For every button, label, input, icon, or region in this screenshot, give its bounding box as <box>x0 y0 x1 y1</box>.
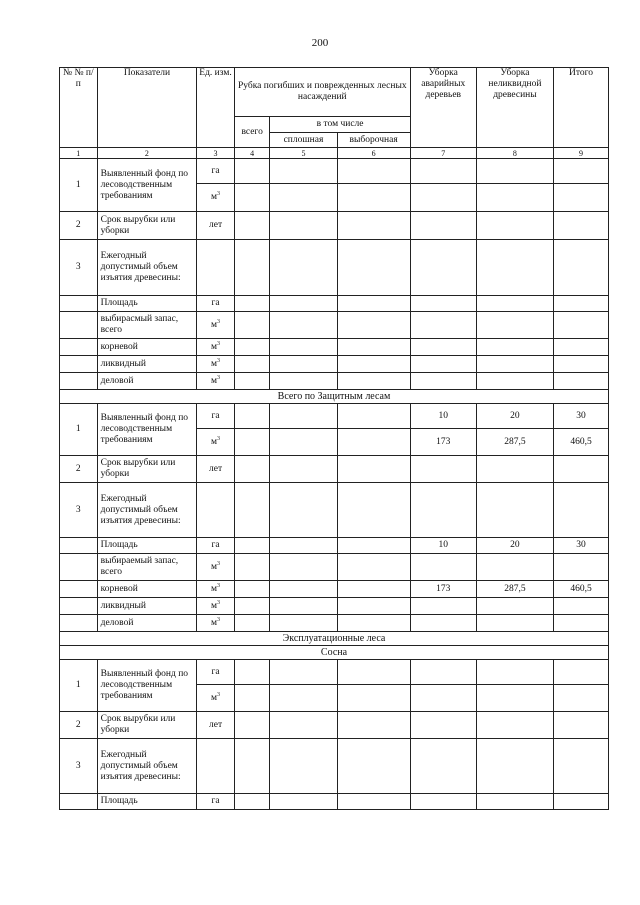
unit-years: лет <box>197 212 235 240</box>
value-cell: 287,5 <box>476 429 553 456</box>
page-number: 200 <box>311 37 329 49</box>
label-area: Площадь <box>97 296 197 312</box>
row-number: 2 <box>60 712 98 739</box>
unit-years: лет <box>197 712 235 739</box>
col-number: 4 <box>234 148 270 159</box>
value-cell: 287,5 <box>476 581 553 598</box>
unit-m3: $м^3$ <box>197 615 235 632</box>
value-cell: 10 <box>410 538 476 554</box>
header-illiquid: Уборка неликвидной древесины <box>476 68 553 148</box>
section-exploitation-forests: Эксплуатационные леса <box>60 632 609 646</box>
unit-m3: $м^3$ <box>197 184 235 212</box>
label-root: корневой <box>97 581 197 598</box>
label-root: корневой <box>97 339 197 356</box>
col-number: 9 <box>554 148 609 159</box>
unit-m3: $м^3$ <box>197 429 235 456</box>
label-annual: Ежегодный допустимый объем изъятия древесины: <box>97 483 197 538</box>
col-number: 6 <box>337 148 410 159</box>
unit-ha: га <box>197 296 235 312</box>
row-number: 1 <box>60 159 98 212</box>
value-cell: 173 <box>410 429 476 456</box>
felling-volume-table <box>59 67 609 810</box>
section-pine: Сосна <box>60 646 609 660</box>
header-indicators: Показатели <box>97 68 197 148</box>
section-protective-total: Всего по Защитным лесам <box>60 390 609 404</box>
unit-ha: га <box>197 794 235 810</box>
label-stock: выбирасмый запас, всего <box>97 312 197 339</box>
value-cell: 10 <box>410 404 476 429</box>
value-cell: 20 <box>476 538 553 554</box>
unit-m3: $м^3$ <box>197 598 235 615</box>
unit-ha: га <box>197 404 235 429</box>
label-term: Срок вырубки или уборки <box>97 212 197 240</box>
label-fund: Выявленный фонд по лесоводственным требованиям <box>97 660 197 712</box>
row-number: 1 <box>60 404 98 456</box>
label-liquid: ликвидный <box>97 356 197 373</box>
unit-years: лет <box>197 456 235 483</box>
value-cell: 460,5 <box>554 429 609 456</box>
col-number: 1 <box>60 148 98 159</box>
unit-m3: $м^3$ <box>197 581 235 598</box>
unit-m3: $м^3$ <box>197 554 235 581</box>
label-fund: Выявленный фонд по лесоводственным требованиям <box>97 404 197 456</box>
unit-ha: га <box>197 538 235 554</box>
unit-m3: $м^3$ <box>197 373 235 390</box>
header-selective: выборочная <box>337 133 410 148</box>
label-fund: Выявленный фонд по лесоводственным требованиям <box>97 159 197 212</box>
row-number: 2 <box>60 456 98 483</box>
header-clear: сплошная <box>270 133 337 148</box>
header-felling: Рубка погибших и поврежденных лесных насаждений <box>234 68 410 117</box>
row-number: 3 <box>60 483 98 538</box>
col-number: 7 <box>410 148 476 159</box>
value-cell: 30 <box>554 538 609 554</box>
label-annual: Ежегодный допустимый объем изъятия древесины: <box>97 240 197 296</box>
col-number: 3 <box>197 148 235 159</box>
col-number: 5 <box>270 148 337 159</box>
unit-m3: $м^3$ <box>197 339 235 356</box>
unit-m3: $м^3$ <box>197 685 235 712</box>
label-term: Срок вырубки или уборки <box>97 712 197 739</box>
header-sum: Итого <box>554 68 609 148</box>
row-number: 1 <box>60 660 98 712</box>
header-num: № № п/п <box>60 68 98 148</box>
row-number: 3 <box>60 739 98 794</box>
unit-m3: $м^3$ <box>197 356 235 373</box>
header-including: в том числе <box>270 117 410 133</box>
label-area: Площадь <box>97 538 197 554</box>
unit-ha: га <box>197 660 235 685</box>
label-stock: выбираемый запас, всего <box>97 554 197 581</box>
value-cell: 30 <box>554 404 609 429</box>
col-number: 8 <box>476 148 553 159</box>
label-business: деловой <box>97 615 197 632</box>
col-number: 2 <box>97 148 197 159</box>
value-cell: 173 <box>410 581 476 598</box>
value-cell: 460,5 <box>554 581 609 598</box>
row-number: 2 <box>60 212 98 240</box>
header-total: всего <box>234 117 270 148</box>
label-term: Срок вырубки или уборки <box>97 456 197 483</box>
header-emergency: Уборка аварийных деревьев <box>410 68 476 148</box>
header-unit: Ед. изм. <box>197 68 235 148</box>
label-area: Площадь <box>97 794 197 810</box>
label-annual: Ежегодный допустимый объем изъятия древесины: <box>97 739 197 794</box>
label-liquid: ликвидный <box>97 598 197 615</box>
value-cell: 20 <box>476 404 553 429</box>
unit-m3: $м^3$ <box>197 312 235 339</box>
unit-ha: га <box>197 159 235 184</box>
label-business: деловой <box>97 373 197 390</box>
row-number: 3 <box>60 240 98 296</box>
